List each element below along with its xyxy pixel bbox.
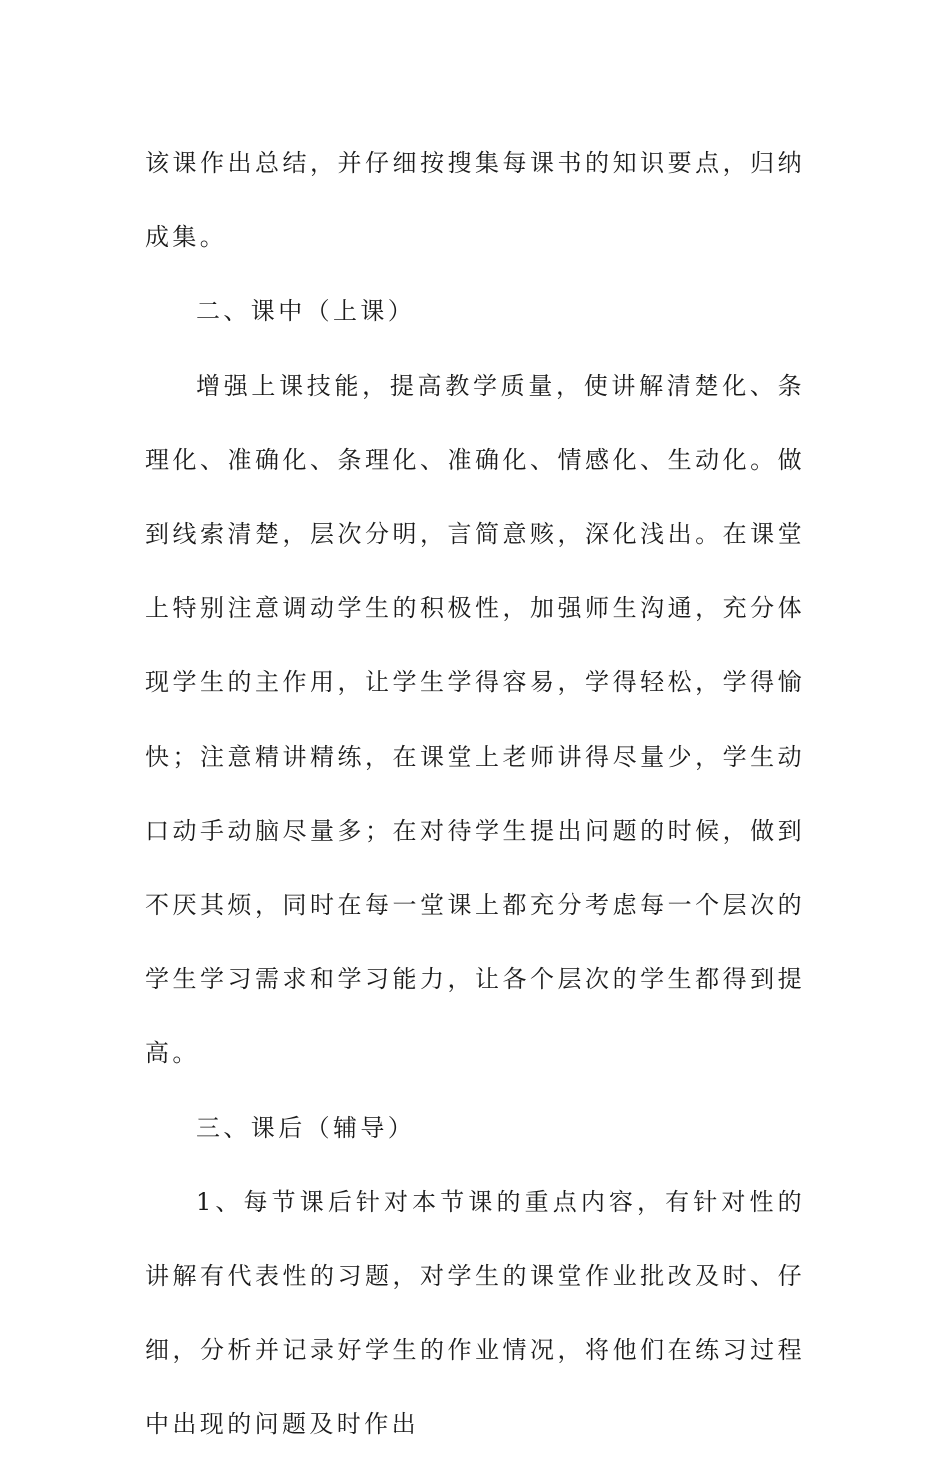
section-heading-in-class: 二、课中（上课） (196, 297, 416, 326)
paragraph-in-class: 增强上课技能，提高教学质量，使讲解清楚化、条理化、准确化、条理化、准确化、情感化、生动化。做到线索清楚，层次分明，言简意赅，深化浅出。在课堂上特别注意调动学生的积极性，加强师生沟通，充分体现学生的主作用，让学生学得容易，学得轻松，学得愉快；注意精讲精练，在课堂上老师讲得尽量少，学生动口动手动脑尽量多；在对待学生提出问题的时候，做到不厌其烦，同时在每一堂课上都充分考虑每一个层次的学生学习需求和学习能力，让各个层次的学生都得到提高。 (145, 371, 805, 1068)
paragraph-after-class: 1、每节课后针对本节课的重点内容，有针对性的讲解有代表性的习题，对学生的课堂作业批改及时、仔细，分析并记录好学生的作业情况，将他们在练习过程中出现的问题及时作出 (145, 1187, 805, 1439)
document-body (145, 126, 805, 1462)
section-heading-after-class: 三、课后（辅导） (196, 1113, 416, 1142)
paragraph-continuation: 该课作出总结，并仔细按搜集每课书的知识要点，归纳成集。 (145, 149, 805, 252)
